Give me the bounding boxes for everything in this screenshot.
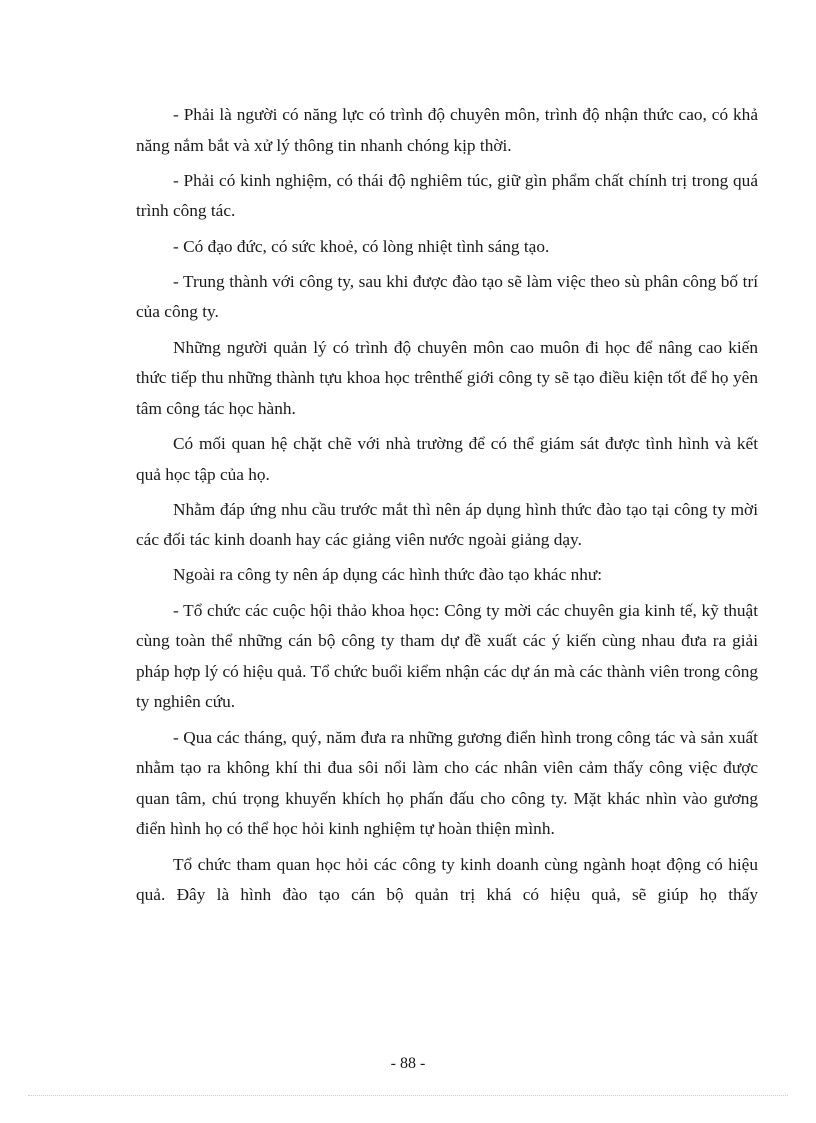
paragraph-5: Những người quản lý có trình độ chuyên môn cao muôn đi học để nâng cao kiến thức tiếp thu những thành tựu khoa học trênthế giới công ty sẽ tạo điều kiện tốt để họ yên tâm công tác học hành. bbox=[136, 337, 758, 418]
paragraph-2: - Phải có kinh nghiệm, có thái độ nghiêm túc, giữ gìn phẩm chất chính trị trong quá trình công tác. bbox=[136, 170, 758, 221]
page-number: - 88 - bbox=[390, 1055, 426, 1072]
body-text bbox=[136, 100, 758, 915]
paragraph-4: - Trung thành với công ty, sau khi được đào tạo sẽ làm việc theo sù phân công bố trí của công ty. bbox=[136, 271, 758, 322]
paragraph-11: Tổ chức tham quan học hỏi các công ty kinh doanh cùng ngành hoạt động có hiệu quả. Đây là hình đào tạo cán bộ quản trị khá có hiệu quả, sẽ giúp họ thấy bbox=[136, 854, 758, 905]
paragraph-8: Ngoài ra công ty nên áp dụng các hình thức đào tạo khác như: bbox=[173, 565, 603, 585]
paragraph-7: Nhằm đáp ứng nhu cầu trước mắt thì nên áp dụng hình thức đào tạo tại công ty mời các đối tác kinh doanh hay các giảng viên nước ngoài giảng dạy. bbox=[136, 499, 758, 550]
page-bottom-divider bbox=[28, 1095, 788, 1096]
paragraph-1: - Phải là người có năng lực có trình độ chuyên môn, trình độ nhận thức cao, có khả năng nắm bắt và xử lý thông tin nhanh chóng kịp thời. bbox=[136, 105, 758, 155]
paragraph-10: - Qua các tháng, quý, năm đưa ra những gương điển hình trong công tác và sản xuất nhằm tạo ra không khí thi đua sôi nổi làm cho các nhân viên cảm thấy công việc được quan tâm, chú trọng khuyến khích họ phấn đấu cho công ty. Mặt khác nhìn vào gương điển hình họ có thể học hỏi kinh nghiệm tự hoàn thiện mình. bbox=[136, 727, 758, 839]
paragraph-9: - Tổ chức các cuộc hội thảo khoa học: Công ty mời các chuyên gia kinh tế, kỹ thuật cùng toàn thể những cán bộ công ty tham dự đề xuất các ý kiến cùng nhau đưa ra giải pháp hợp lý có hiệu quả. Tổ chức buổi kiểm nhận các dự án mà các thành viên trong công ty nghiên cứu. bbox=[136, 600, 758, 712]
paragraph-6: Có mối quan hệ chặt chẽ với nhà trường để có thể giám sát được tình hình và kết quả học tập của họ. bbox=[136, 433, 758, 484]
paragraph-3: - Có đạo đức, có sức khoẻ, có lòng nhiệt tình sáng tạo. bbox=[173, 236, 550, 256]
